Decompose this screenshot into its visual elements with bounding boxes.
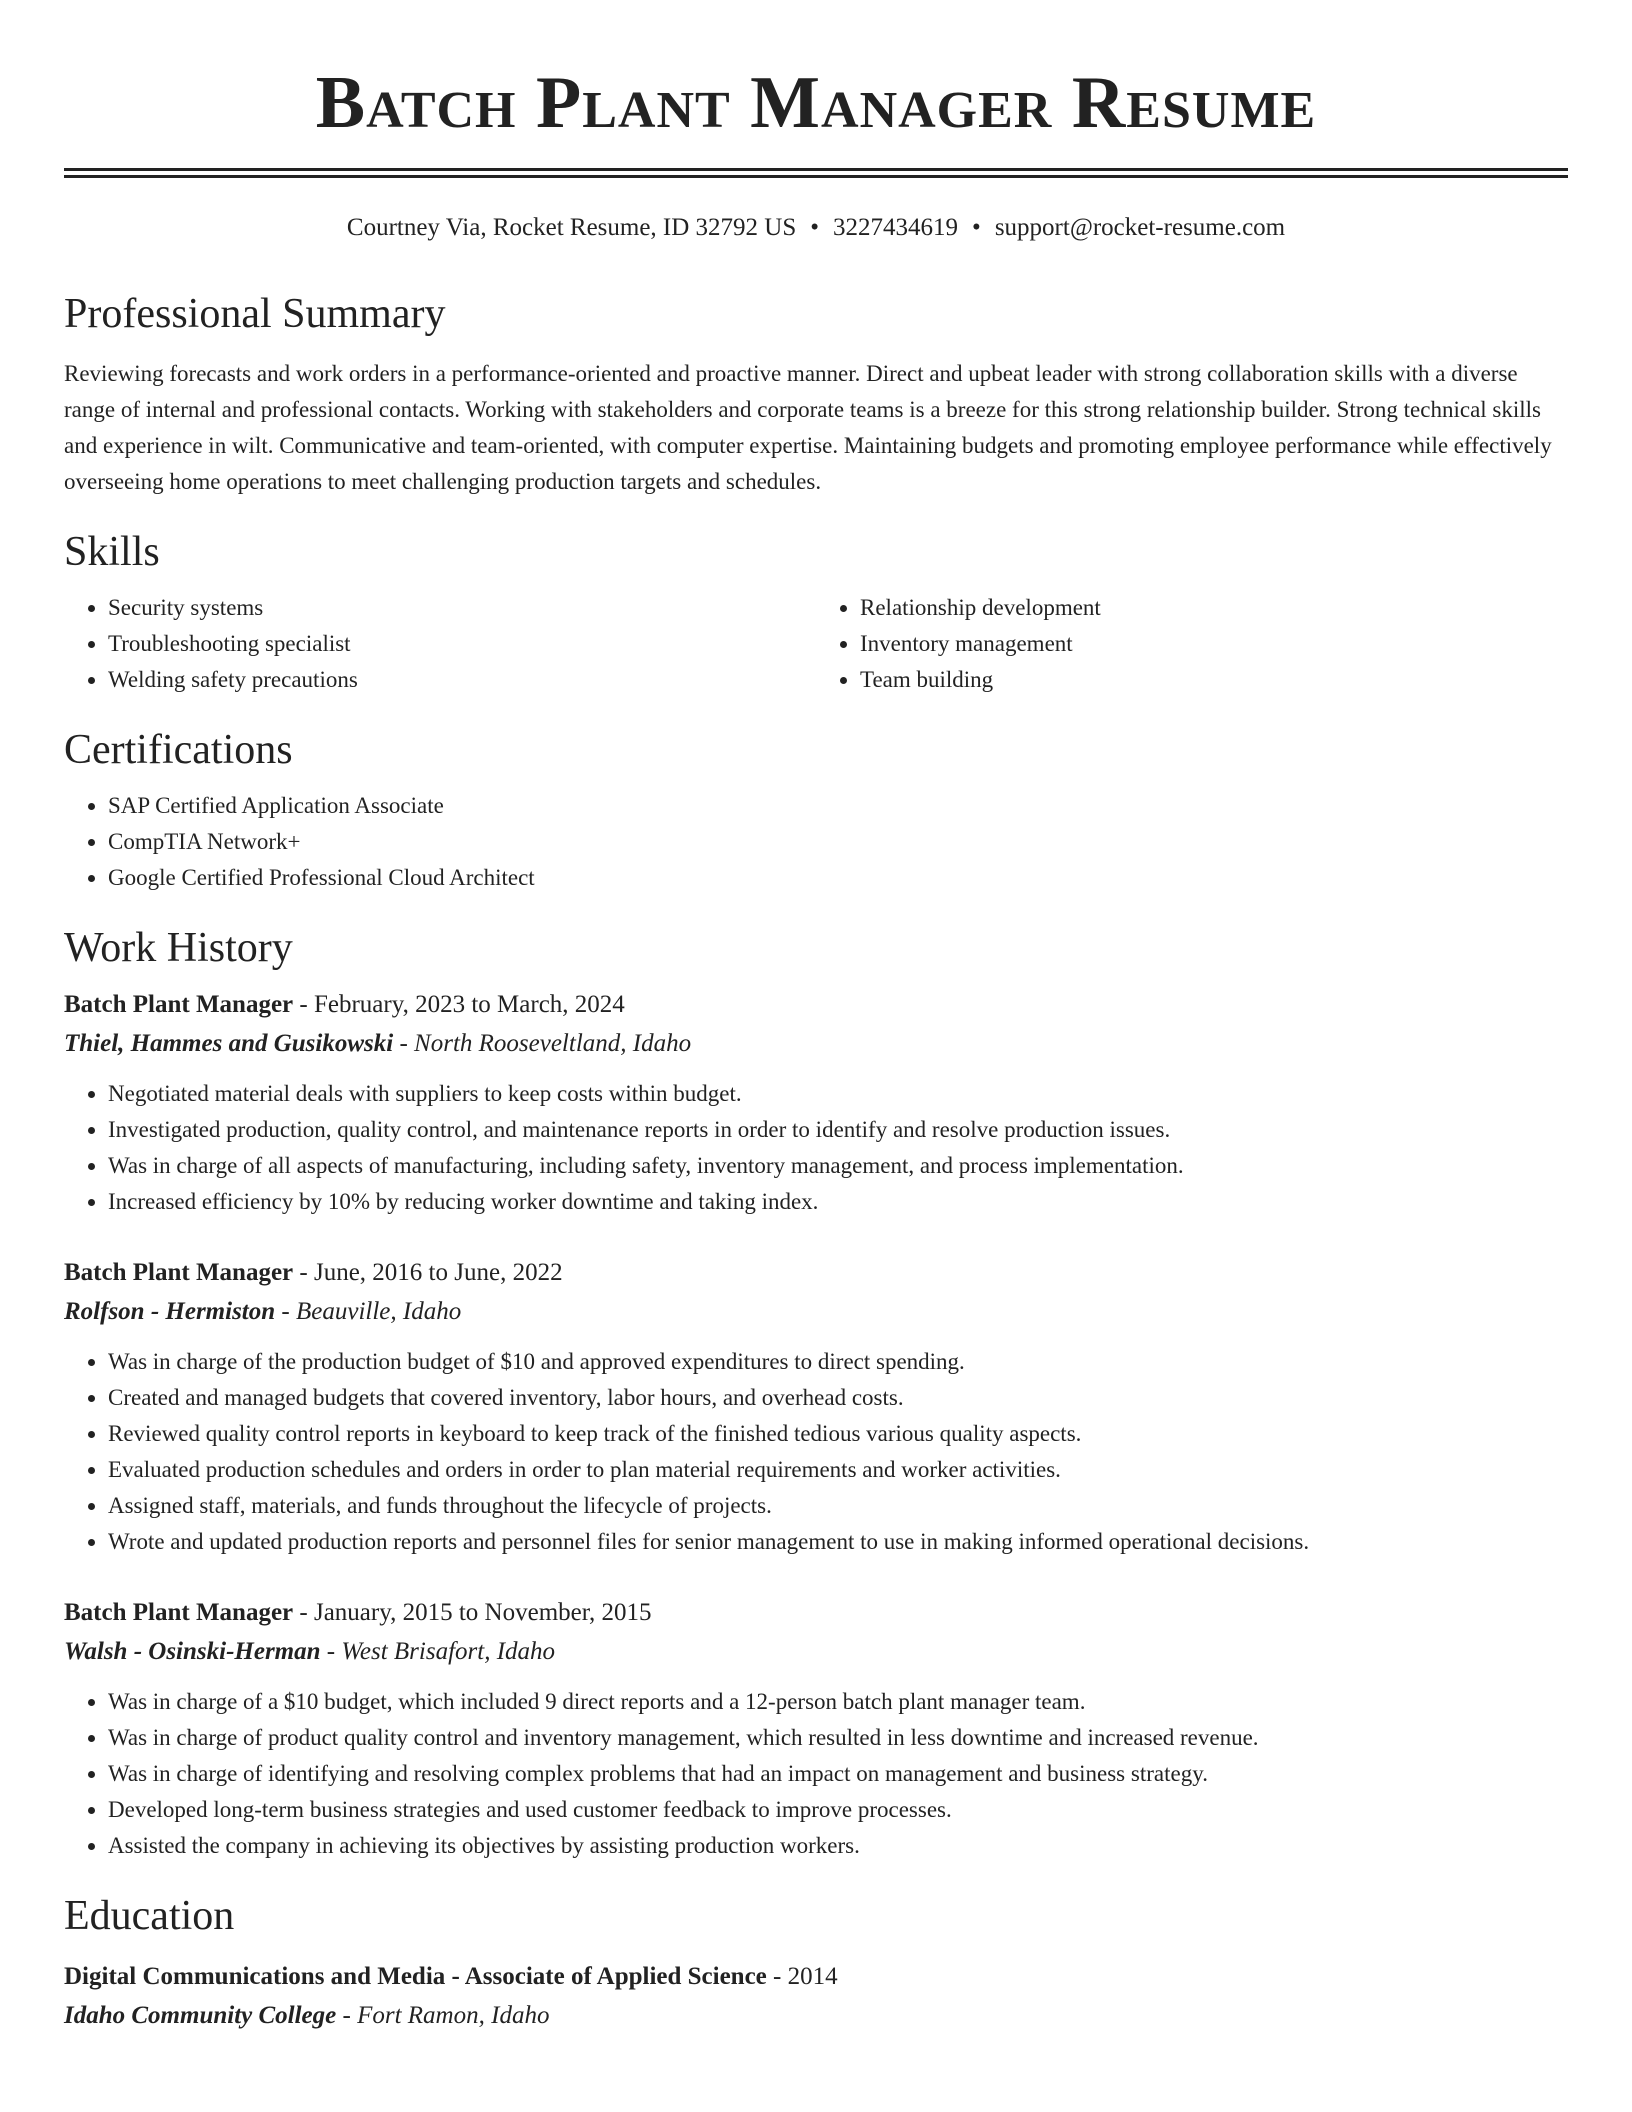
job-bullet: • Was in charge of product quality control and inventory management, which resulted in less downtime and increased revenue. [108,1720,1568,1756]
skill-item: • Security systems [108,590,816,626]
skill-item: • Team building [860,662,1568,698]
skills-column-right [816,590,1568,698]
skill-item: • Troubleshooting specialist [108,626,816,662]
job-entry [64,986,1568,1220]
job-title: Batch Plant Manager [64,991,294,1018]
job-company: Rolfson - Hermiston [64,1298,276,1325]
contact-separator: • [810,214,820,241]
job-bullet: • Wrote and updated production reports and personnel files for senior management to use in making informed operational decisions. [108,1524,1568,1560]
education-school-line: Idaho Community College - Fort Ramon, Idaho [64,2002,550,2029]
skills-heading: Skills [64,529,160,575]
job-bullets [64,1344,1568,1560]
work-history-heading: Work History [64,925,293,971]
job-bullet: • Was in charge of the production budget of $10 and approved expenditures to direct spending. [108,1344,1568,1380]
skills-list [64,590,1568,698]
job-bullet: • Created and managed budgets that covered inventory, labor hours, and overhead costs. [108,1380,1568,1416]
certification-item: • SAP Certified Application Associate [108,788,1568,824]
skill-item: • Inventory management [860,626,1568,662]
job-company: Walsh - Osinski-Herman [64,1638,321,1665]
skill-item: • Welding safety precautions [108,662,816,698]
summary-text: Reviewing forecasts and work orders in a performance-oriented and proactive manner. Direct and upbeat leader with strong collaboration skills with a diverse range of internal and professional contacts. Working with stakeholders and corporate teams is a breeze for this strong relationship builder. Strong technical skills and experience in wilt. Communicative and team-oriented, with computer expertise. Maintaining budgets and promoting employee performance while effectively overseeing home operations to meet challenging production targets and schedules. [64,361,1552,494]
job-dates: June, 2016 to June, 2022 [313,1259,563,1286]
job-bullets [64,1684,1568,1864]
job-entry [64,1594,1568,1864]
job-company-line: Thiel, Hammes and Gusikowski - North Rooseveltland, Idaho [64,1030,692,1057]
job-title-line: Batch Plant Manager - June, 2016 to June, 2022 [64,1259,563,1286]
job-bullet: • Assigned staff, materials, and funds throughout the lifecycle of projects. [108,1488,1568,1524]
job-bullet: • Was in charge of identifying and resolving complex problems that had an impact on management and business strategy. [108,1756,1568,1792]
job-bullet: • Investigated production, quality control, and maintenance reports in order to identify and resolve production issues. [108,1112,1568,1148]
certification-item: • CompTIA Network+ [108,824,1568,860]
contact-phone: 3227434619 [833,214,959,241]
job-location: Beauville, Idaho [295,1298,462,1325]
job-dates: February, 2023 to March, 2024 [313,991,625,1018]
education-degree: Digital Communications and Media - Associate of Applied Science [64,1963,767,1990]
education-entry [64,1958,1568,2036]
contact-separator: • [972,214,981,241]
certifications-heading: Certifications [64,727,293,773]
job-company-line: Rolfson - Hermiston - Beauville, Idaho [64,1298,462,1325]
skill-item: • Relationship development [860,590,1568,626]
job-bullet: • Evaluated production schedules and orders in order to plan material requirements and worker activities. [108,1452,1568,1488]
job-location: North Rooseveltland, Idaho [414,1030,692,1057]
job-entry [64,1254,1568,1560]
job-bullet: • Developed long-term business strategies and used customer feedback to improve processes. [108,1792,1568,1828]
job-company: Thiel, Hammes and Gusikowski [64,1030,394,1057]
job-title: Batch Plant Manager [64,1259,294,1286]
job-title-line: Batch Plant Manager - January, 2015 to November, 2015 [64,1599,652,1626]
contact-address: Courtney Via, Rocket Resume, ID 32792 US [346,214,797,241]
certification-item: • Google Certified Professional Cloud Architect [108,860,1568,896]
title-divider [64,168,1568,178]
education-year: 2014 [787,1963,838,1990]
job-dates: January, 2015 to November, 2015 [313,1599,652,1626]
summary-heading: Professional Summary [64,291,446,337]
resume-title: Batch Plant Manager Resume [315,62,1317,144]
job-title-line: Batch Plant Manager - February, 2023 to March, 2024 [64,991,625,1018]
job-company-line: Walsh - Osinski-Herman - West Brisafort, Idaho [64,1638,556,1665]
certifications-list [64,788,1568,896]
education-location: Fort Ramon, Idaho [357,2002,550,2029]
job-bullet: • Increased efficiency by 10% by reducing worker downtime and taking index. [108,1184,1568,1220]
contact-line [64,212,1568,244]
job-location: West Brisafort, Idaho [341,1638,556,1665]
job-bullet: • Was in charge of a $10 budget, which included 9 direct reports and a 12-person batch plant manager team. [108,1684,1568,1720]
contact-email: support@rocket-resume.com [994,214,1286,241]
education-degree-line: Digital Communications and Media - Associate of Applied Science - 2014 [64,1963,838,1990]
skills-column-left [64,590,816,698]
job-bullet: • Reviewed quality control reports in keyboard to keep track of the finished tedious various quality aspects. [108,1416,1568,1452]
education-heading: Education [64,1893,235,1939]
job-bullet: • Assisted the company in achieving its objectives by assisting production workers. [108,1828,1568,1864]
job-bullet: • Was in charge of all aspects of manufacturing, including safety, inventory management, and process implementation. [108,1148,1568,1184]
education-school: Idaho Community College [64,2002,337,2029]
job-bullets [64,1076,1568,1220]
job-title: Batch Plant Manager [64,1599,294,1626]
job-bullet: • Negotiated material deals with suppliers to keep costs within budget. [108,1076,1568,1112]
